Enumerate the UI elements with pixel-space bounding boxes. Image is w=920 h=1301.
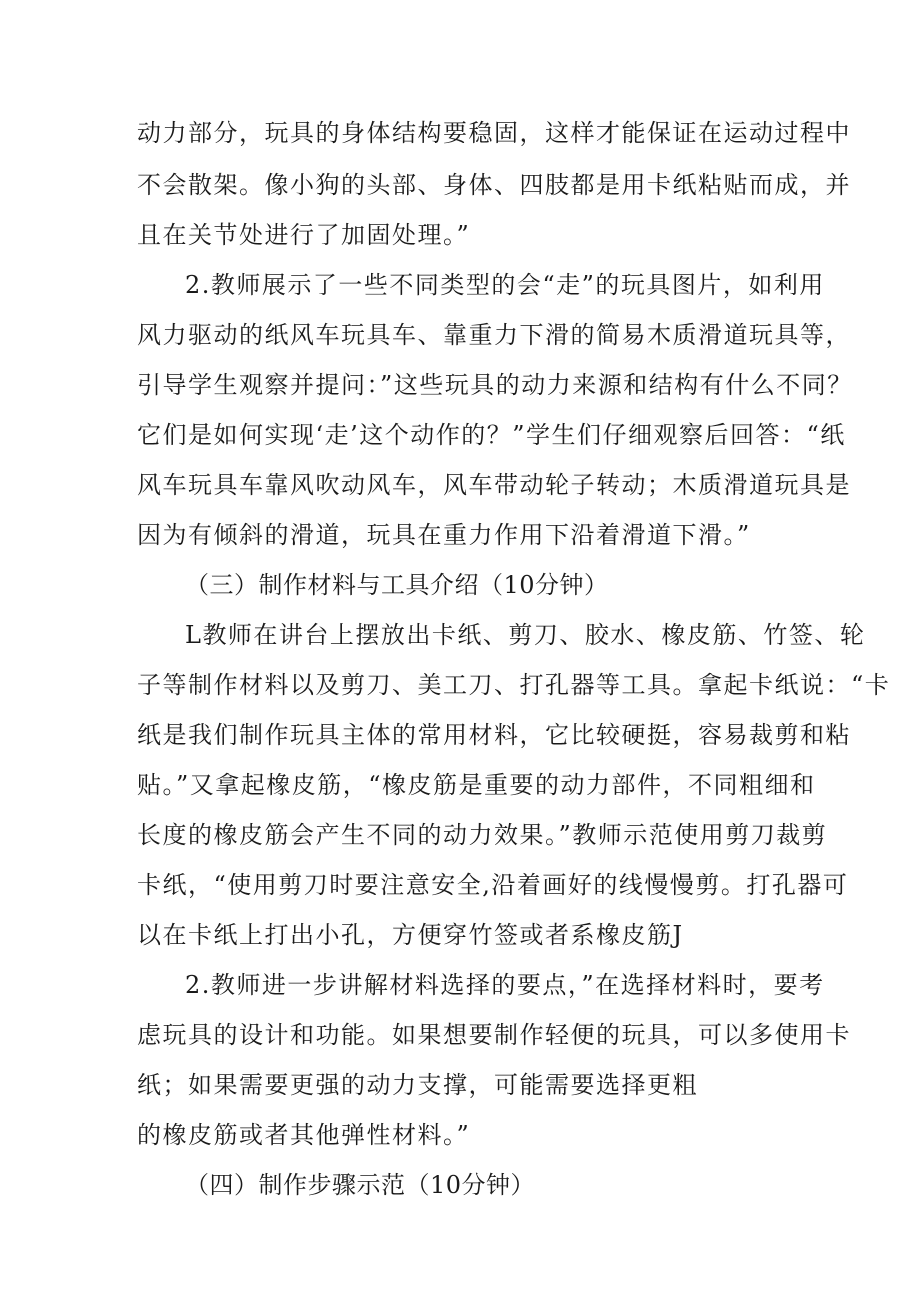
- section-heading-3: （三）制作材料与工具介绍（10分钟）: [185, 571, 609, 599]
- text-line: 风车玩具车靠风吹动风车，风车带动轮子转动；木质滑道玩具是: [137, 471, 851, 499]
- text-line: L教师在讲台上摆放出卡纸、剪刀、胶水、橡皮筋、竹签、轮: [185, 621, 866, 649]
- text-line: 以在卡纸上打出小孔，方便穿竹签或者系橡皮筋J: [137, 921, 684, 949]
- text-line: 2.教师展示了一些不同类型的会“走”的玩具图片，如利用: [185, 271, 825, 299]
- text-line: 2.教师进一步讲解材料选择的要点，”在选择材料时，要考: [185, 971, 825, 999]
- text-line: 纸；如果需要更强的动力支撑，可能需要选择更粗: [137, 1071, 698, 1099]
- text-line: 虑玩具的设计和功能。如果想要制作轻便的玩具，可以多使用卡: [137, 1021, 851, 1049]
- text-line: 因为有倾斜的滑道，玩具在重力作用下沿着滑道下滑。”: [137, 521, 751, 549]
- text-line: 子等制作材料以及剪刀、美工刀、打孔器等工具。拿起卡纸说：“卡: [137, 671, 891, 699]
- text-line: 且在关节处进行了加固处理。”: [137, 221, 471, 249]
- text-line: 长度的橡皮筋会产生不同的动力效果。”教师示范使用剪刀裁剪: [137, 821, 828, 849]
- text-line: 卡纸，“使用剪刀时要注意安全,沿着画好的线慢慢剪。打孔器可: [137, 871, 849, 899]
- text-line: 的橡皮筋或者其他弹性材料。”: [137, 1121, 471, 1149]
- text-line: 引导学生观察并提问：”这些玩具的动力来源和结构有什么不同？: [137, 371, 853, 399]
- text-line: 风力驱动的纸风车玩具车、靠重力下滑的简易木质滑道玩具等，: [137, 321, 851, 349]
- section-heading-4: （四）制作步骤示范（10分钟）: [185, 1171, 536, 1199]
- text-line: 它们是如何实现‘走’这个动作的？”学生们仔细观察后回答：“纸: [137, 421, 846, 449]
- text-line: 纸是我们制作玩具主体的常用材料，它比较硬挺，容易裁剪和粘: [137, 721, 851, 749]
- text-line: 贴。”又拿起橡皮筋，“橡皮筋是重要的动力部件，不同粗细和: [137, 771, 816, 799]
- text-line: 不会散架。像小狗的头部、身体、四肢都是用卡纸粘贴而成，并: [137, 171, 851, 199]
- text-line: 动力部分，玩具的身体结构要稳固，这样才能保证在运动过程中: [137, 119, 851, 147]
